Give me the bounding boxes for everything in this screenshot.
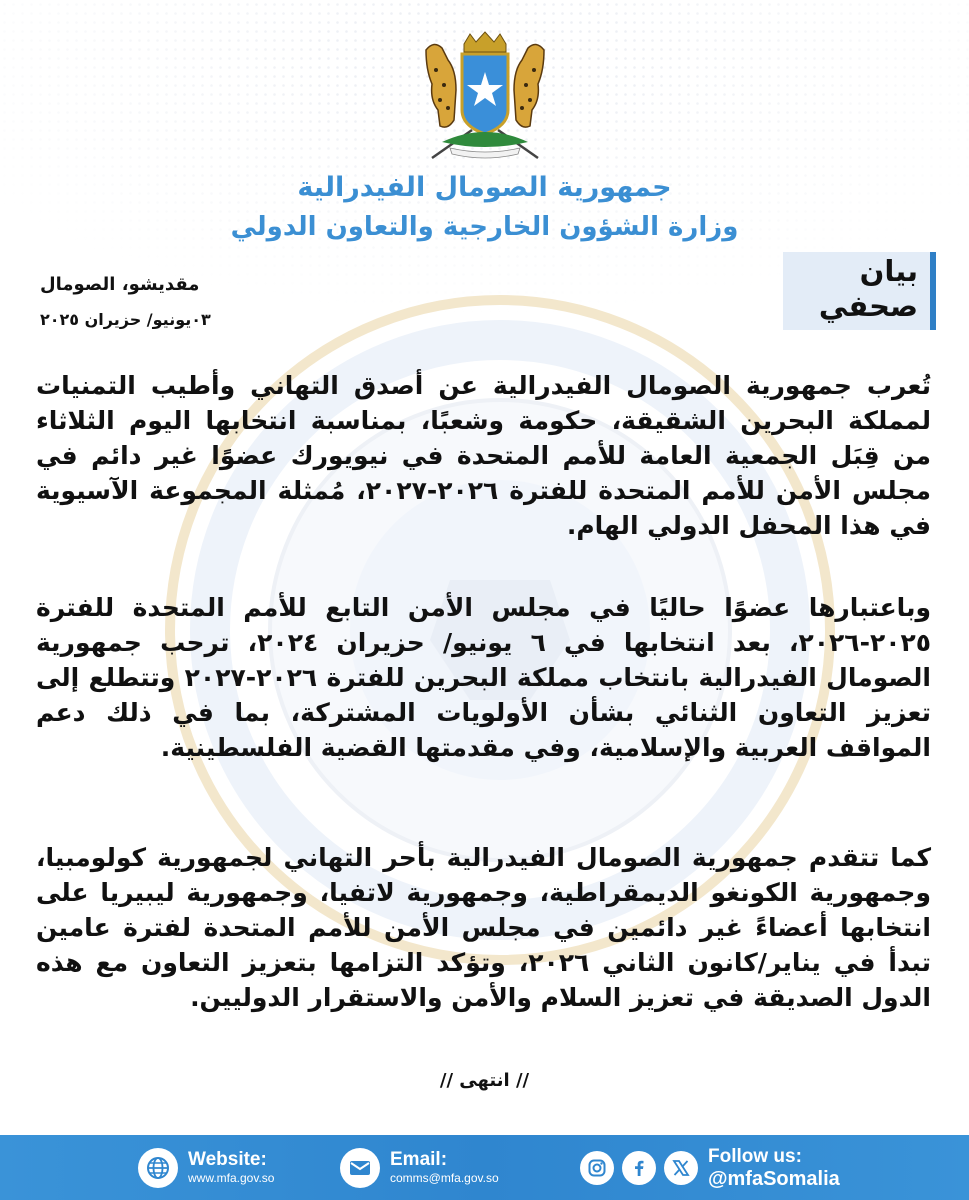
place-line [40, 274, 240, 295]
body-paragraph-3: كما تتقدم جمهورية الصومال الفيدرالية بأحر التهاني لجمهورية كولومبيا، وجمهورية الكونغو الديمقراطية، وجمهورية لاتفيا، وجمهورية ليبيريا على انتخابها أعضاءً غير دائمين في مجلس الأمن للأمم المتحدة لفترة عامين تبدأ في يناير/كانون الثاني ٢٠٢٦، وتؤكد التزامها بتعزيز التعاون مع هذه الدول الصديقة في تعزيز السلام والأمن والاستقرار الدوليين. [36, 843, 931, 1012]
facebook-icon[interactable] [622, 1151, 656, 1185]
email-contact[interactable] [340, 1135, 499, 1200]
globe-icon [138, 1148, 178, 1188]
follow-handle[interactable]: @mfaSomalia [708, 1167, 840, 1190]
country-title: جمهورية الصومال الفيدرالية [297, 172, 672, 203]
email-label: Email: [390, 1149, 448, 1170]
website-link[interactable]: www.mfa.gov.so [188, 1171, 275, 1185]
press-release-label [783, 252, 936, 330]
website-label: Website: [188, 1149, 267, 1170]
ministry-title: وزارة الشؤون الخارجية والتعاون الدولي [230, 212, 739, 242]
body-paragraph-2: وباعتبارها عضوًا حاليًا في مجلس الأمن التابع للأمم المتحدة للفترة ٢٠٢٥-٢٠٢٦، بعد انتخابها في ٦ يونيو/ حزيران ٢٠٢٤، ترحب جمهورية الصومال الفيدرالية بانتخاب مملكة البحرين للفترة ٢٠٢٦-٢٠٢٧ وتتطلع إلى تعزيز التعاون الثنائي بشأن الأولويات المشتركة، بما في ذلك دعم المواقف العربية والإسلامية، وفي مقدمتها القضية الفلسطينية. [36, 593, 931, 762]
footer-bar [0, 1135, 969, 1200]
website-contact[interactable] [138, 1135, 274, 1200]
place-text: مقديشو، الصومال [40, 274, 200, 295]
social-links [580, 1135, 840, 1200]
follow-label: Follow us: [708, 1145, 802, 1167]
instagram-icon[interactable] [580, 1151, 614, 1185]
x-icon[interactable] [664, 1151, 698, 1185]
coat-of-arms-emblem [412, 30, 558, 162]
press-release-word-1: بيان [859, 254, 918, 288]
end-mark: // انتهى // [439, 1070, 530, 1091]
email-link[interactable]: comms@mfa.gov.so [390, 1171, 499, 1185]
envelope-icon [340, 1148, 380, 1188]
date-text: ٠٣يونيو/ حزيران ٢٠٢٥ [40, 310, 211, 329]
date-line [40, 310, 240, 329]
press-release-word-2: صحفي [818, 289, 918, 323]
body-paragraph-1: تُعرب جمهورية الصومال الفيدرالية عن أصدق التهاني وأطيب التمنيات لمملكة البحرين الشقيقة، حكومة وشعبًا، بمناسبة انتخابها اليوم الثلاثاء من قِبَل الجمعية العامة للأمم المتحدة في نيويورك عضوًا غير دائم في مجلس الأمن للأمم المتحدة للفترة ٢٠٢٦-٢٠٢٧، مُمثلة المجموعة الآسيوية في هذا المحفل الدولي الهام. [36, 371, 931, 540]
